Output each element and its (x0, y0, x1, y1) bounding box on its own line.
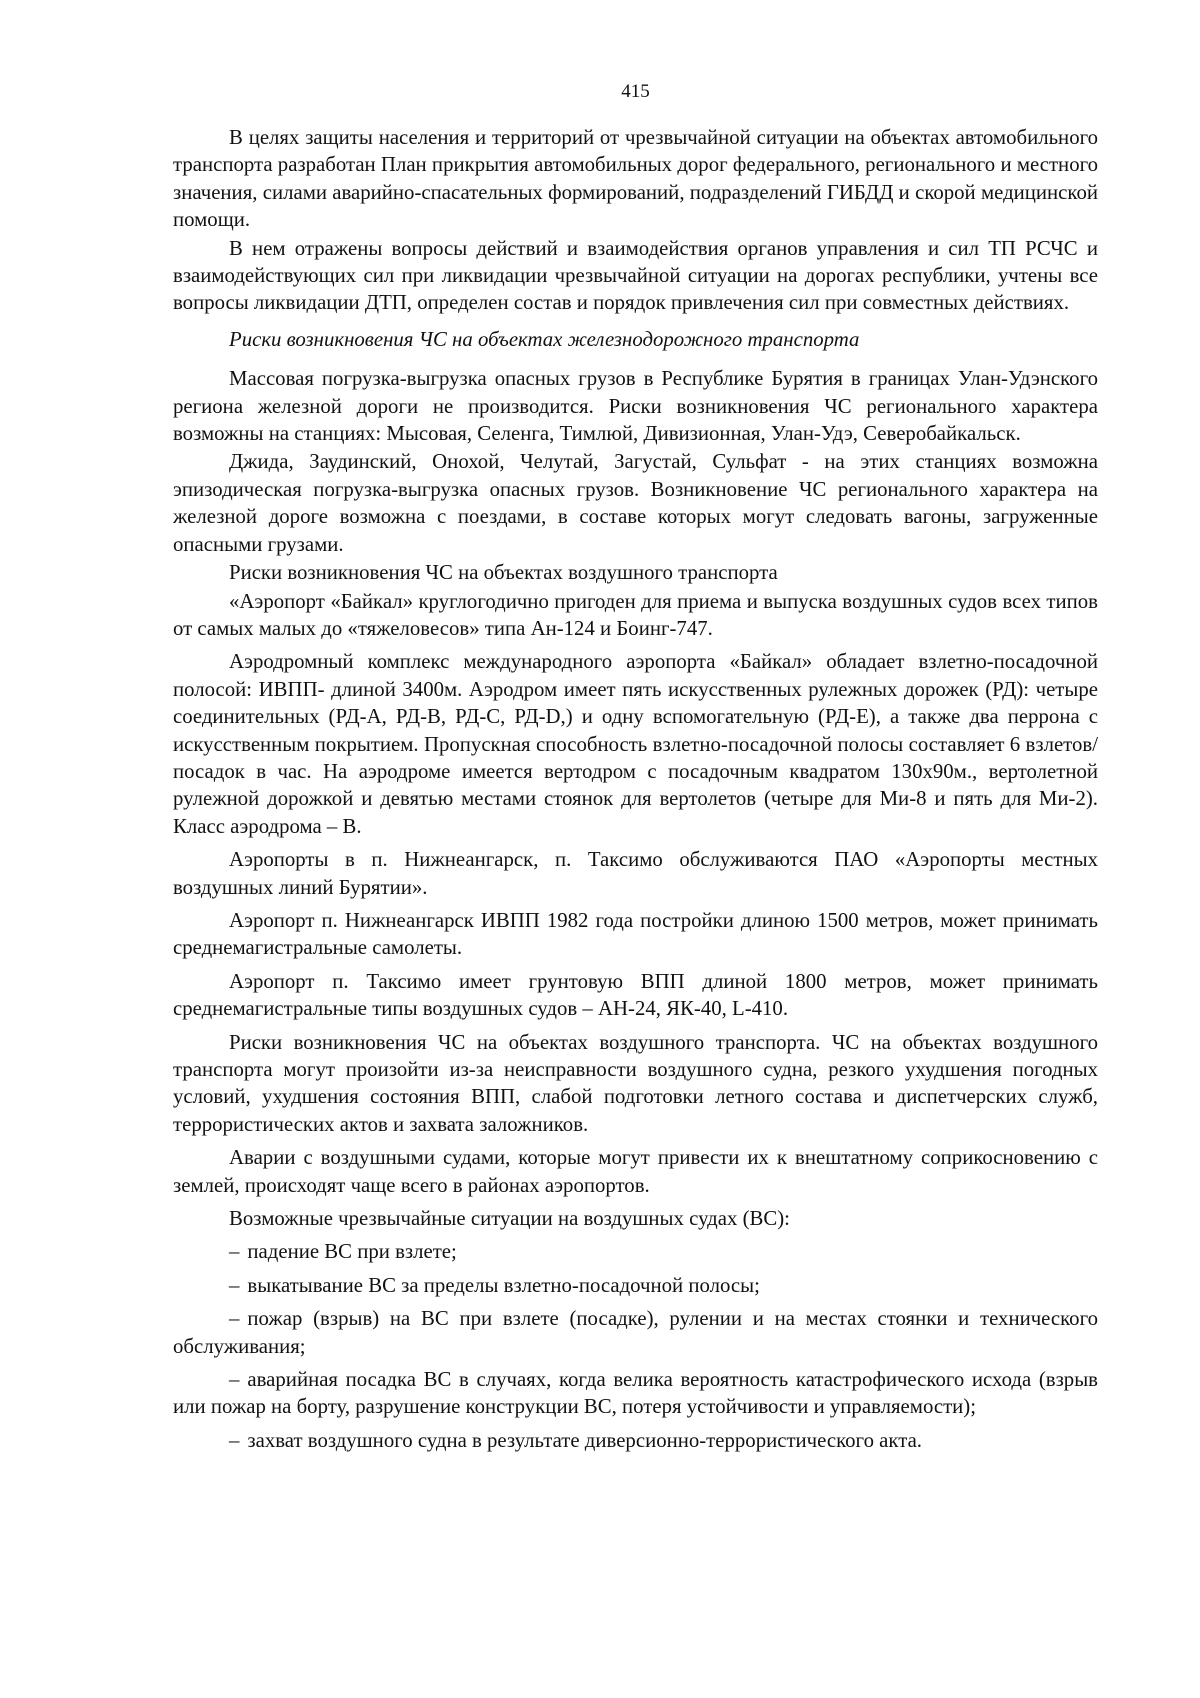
emergency-list (173, 1238, 1098, 1454)
paragraph-possible-emergencies: Возможные чрезвычайные ситуации на воздушных судах (ВС): (229, 1207, 790, 1231)
paragraph-aerodrome-complex: Аэродромный комплекс международного аэропорта «Байкал» обладает взлетно-посадочной полосой: ИВПП- длиной 3400м. Аэродром имеет пять искусственных рулежных дорожек (РД): четыре соединительных (РД-А, РД-В, РД-С, РД-D,) и одну вспомогательную (РД-Е), а также два перрона с искусственным покрытием. Пропускная способность взлетно-посадочной полосы составляет 6 взлетов/посадок в час. На аэродроме имеется вертодром с посадочным квадратом 130х90м., вертолетной рулежной дорожкой и девятью местами стоянок для вертолетов (четыре для Ми-8 и пять для Ми-2). Класс аэродрома – В. (173, 650, 1098, 838)
paragraph-road-plan: В целях защиты населения и территорий от чрезвычайной ситуации на объектах автомобильного транспорта разработан План прикрытия автомобильных дорог федерального, регионального и местного значения, силами аварийно-спасательных формирований, подразделений ГИБДД и скорой медицинской помощи. (173, 126, 1098, 232)
list-item: – падение ВС при взлете; (229, 1240, 457, 1264)
paragraph-air-risks: Риски возникновения ЧС на объектах воздушного транспорта. ЧС на объектах воздушного транспорта могут произойти из-за неисправности воздушного судна, резкого ухудшения погодных условий, ухудшения состояния ВПП, слабой подготовки летного состава и диспетчерских служб, террористических актов и захвата заложников. (173, 1030, 1098, 1136)
paragraph-road-coordination: В нем отражены вопросы действий и взаимодействия органов управления и сил ТП РСЧС и взаимодействующих сил при ликвидации чрезвычайной ситуации на дорогах республики, учтены все вопросы ликвидации ДТП, определен состав и порядок привлечения сил при совместных действиях. (173, 236, 1098, 315)
paragraph-taksimo: Аэропорт п. Таксимо имеет грунтовую ВПП длиной 1800 метров, может принимать среднемагистральные типы воздушных судов – АН-24, ЯК-40, L-410. (173, 969, 1098, 1021)
paragraph-regional-airports: Аэропорты в п. Нижнеангарск, п. Таксимо обслуживаются ПАО «Аэропорты местных воздушных линий Бурятии». (173, 848, 1098, 899)
paragraph-nizhneangarsk: Аэропорт п. Нижнеангарск ИВПП 1982 года постройки длиною 1500 метров, может принимать среднемагистральные самолеты. (173, 908, 1098, 960)
list-item: – пожар (взрыв) на ВС при взлете (посадке), рулении и на местах стоянки и технического обслуживания; (173, 1307, 1098, 1358)
section-heading-air: Риски возникновения ЧС на объектах воздушного транспорта (229, 561, 778, 585)
section-heading-railway: Риски возникновения ЧС на объектах железнодорожного транспорта (229, 327, 860, 351)
paragraph-air-accidents: Аварии с воздушными судами, которые могут привести их к внештатному соприкосновению с землей, происходят чаще всего в районах аэропортов. (173, 1146, 1098, 1197)
page-number: 415 (621, 81, 650, 102)
list-item: – аварийная посадка ВС в случаях, когда велика вероятность катастрофического исхода (взрыв или пожар на борту, разрушение конструкции ВС, потеря устойчивости и управляемости); (173, 1368, 1098, 1419)
paragraph-railway-episodic: Джида, Заудинский, Онохой, Челутай, Загустай, Сульфат - на этих станциях возможна эпизодическая погрузка-выгрузка опасных грузов. Возникновение ЧС регионального характера на железной дороге возможна с поездами, в составе которых могут следовать вагоны, загруженные опасными грузами. (173, 450, 1098, 556)
list-item: – выкатывание ВС за пределы взлетно-посадочной полосы; (229, 1273, 760, 1297)
list-item: – захват воздушного судна в результате диверсионно-террористического акта. (229, 1428, 922, 1452)
paragraph-airport-baikal: «Аэропорт «Байкал» круглогодично пригоден для приема и выпуска воздушных судов всех типов от самых малых до «тяжеловесов» типа Ан-124 и Боинг-747. (173, 589, 1098, 640)
document-page (173, 80, 1098, 1460)
paragraph-railway-stations: Массовая погрузка-выгрузка опасных грузов в Республике Бурятия в границах Улан-Удэнского региона железной дороги не производится. Риски возникновения ЧС регионального характера возможны на станциях: Мысовая, Селенга, Тимлюй, Дивизионная, Улан-Удэ, Северобайкальск. (173, 367, 1098, 446)
